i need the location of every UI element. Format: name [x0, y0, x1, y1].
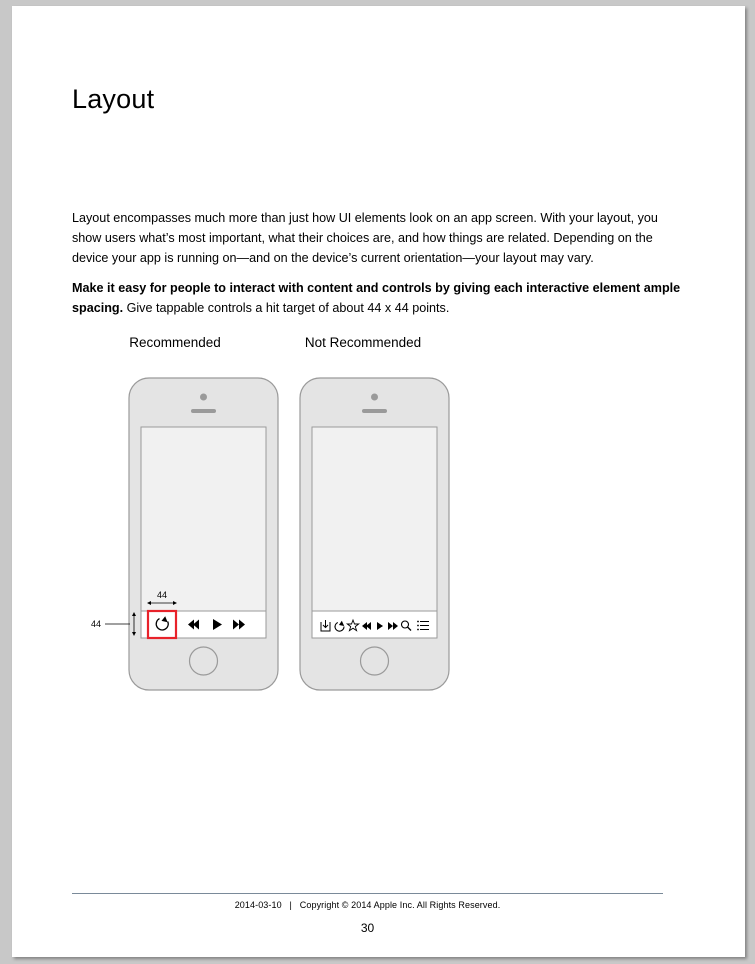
home-button	[361, 647, 389, 675]
page-title: Layout	[72, 84, 155, 114]
caption-not-recommended: Not Recommended	[304, 335, 422, 350]
speaker-slot	[362, 409, 387, 413]
toolbar-not-recommended	[312, 611, 437, 638]
phone-recommended	[105, 378, 278, 690]
guideline-body-text: Give tappable controls a hit target of about 44 x 44 points.	[123, 301, 450, 315]
page-number: 30	[360, 921, 375, 935]
intro-paragraph: Layout encompasses much more than just how UI elements look on an app screen. With your layout, you show users what’s most important, what their choices are, and how things are related. Depending on the device your app is running on—and on the device’s current orientation—your layout may vary.	[72, 211, 658, 265]
phone-not-recommended	[300, 378, 449, 690]
phone-screen	[312, 427, 437, 611]
home-button	[190, 647, 218, 675]
caption-recommended: Recommended	[129, 335, 221, 350]
speaker-slot	[191, 409, 216, 413]
footer-divider	[72, 893, 663, 894]
camera-dot	[200, 394, 207, 401]
width-dimension-label: 44	[156, 590, 168, 600]
camera-dot	[371, 394, 378, 401]
phone-screen	[141, 427, 266, 611]
toolbar-recommended	[141, 611, 266, 638]
guideline-bold-text: Make it easy for people to interact with content and controls by giving each interactive element ample spacing.	[72, 281, 681, 315]
height-dimension-label: 44	[90, 619, 102, 629]
footer-copyright: 2014-03-10 | Copyright © 2014 Apple Inc. All Rights Reserved.	[234, 900, 501, 910]
